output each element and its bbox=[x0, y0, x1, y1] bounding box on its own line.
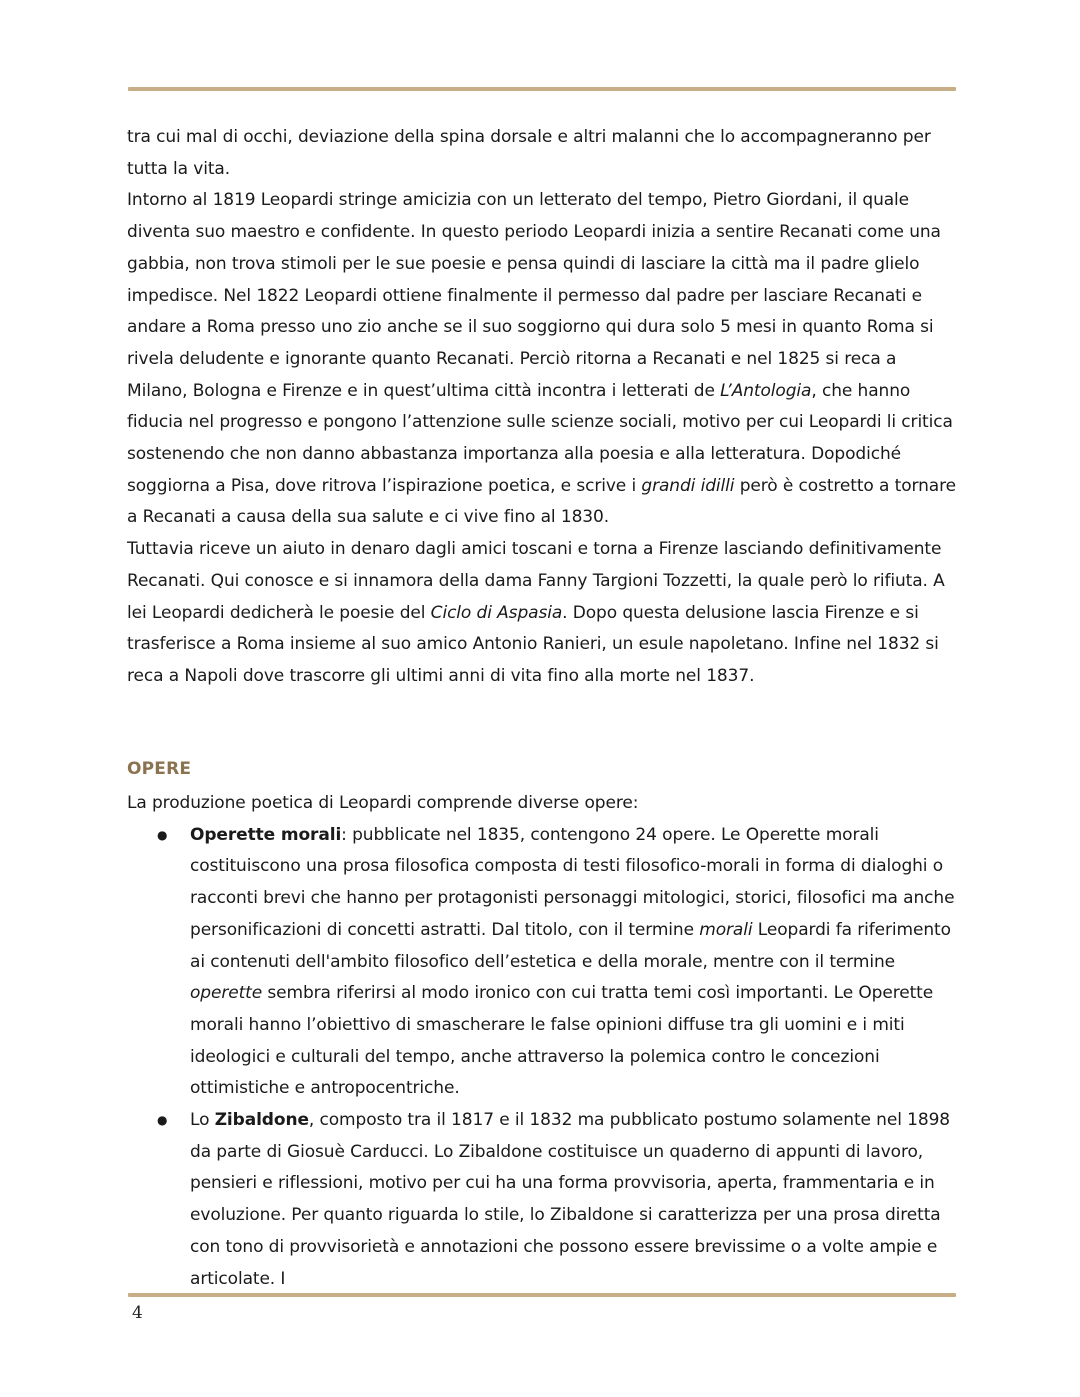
text-run: Tuttavia riceve un aiuto in denaro dagli amici toscani e torna a Firenze lasciando definitivamente Recanati. Qui conosce e si innamora della dama Fanny Targioni Tozzetti, la quale però lo rifiuta. A lei Leopardi dedicherà le poesie del bbox=[127, 539, 945, 623]
text-run: , composto tra il 1817 e il 1832 ma pubblicato postumo solamente nel 1898 da parte di Giosuè Carducci. Lo Zibaldone costituisce un quaderno di appunti di lavoro, pensieri e riflessioni, motivo per cui ha una forma provvisoria, aperta, frammentaria e in evoluzione. Per quanto riguarda lo stile, lo Zibaldone si caratterizza per una prosa diretta con tono di provvisorietà e annotazioni che possono essere brevissime o a volte ampie e articolate. I bbox=[190, 1110, 951, 1289]
bold-term: Zibaldone bbox=[214, 1110, 309, 1131]
paragraph bbox=[127, 185, 959, 534]
text-run: però è costretto a tornare a Recanati a causa della sua salute e ci vive fino al 1830. bbox=[127, 475, 956, 528]
italic-title-antologia: L’Antologia bbox=[720, 380, 812, 401]
text-run: tra cui mal di occhi, deviazione della spina dorsale e altri malanni che lo accompagneranno per tutta la vita. bbox=[127, 127, 931, 179]
italic-ciclo-di-aspasia: Ciclo di Aspasia bbox=[430, 602, 563, 623]
list-item-operette-morali bbox=[127, 820, 959, 1105]
italic-term: operette bbox=[190, 983, 263, 1004]
text-run: , che hanno fiducia nel progresso e pongono l’attenzione sulle scienze sociali, motivo per cui Leopardi li critica sostenendo che non danno abbastanza importanza alla poesia e alla letteratura. Dopodiché soggiorna a Pisa, dove ritrova l’ispirazione poetica, e scrive i bbox=[127, 380, 953, 496]
footer-rule bbox=[128, 1293, 956, 1297]
paragraph bbox=[127, 534, 959, 693]
section-heading: OPERE bbox=[127, 759, 192, 779]
text-run: Intorno al 1819 Leopardi stringe amicizia con un letterato del tempo, Pietro Giordani, il quale diventa suo maestro e confidente. In questo periodo Leopardi inizia a sentire Recanati come una gabbia, non trova stimoli per le sue poesie e pensa quindi di lasciare la città ma il padre glielo impedisce. Nel 1822 Leopardi ottiene finalmente il permesso dal padre per lasciare Recanati e andare a Roma presso uno zio anche se il suo soggiorno qui dura solo 5 mesi in quanto Roma si rivela deludente e ignorante quanto Recanati. Perciò ritorna a Recanati e nel 1825 si reca a Milano, Bologna e Firenze e in quest’ultima città incontra i letterati de bbox=[127, 190, 941, 401]
italic-term: morali bbox=[699, 919, 753, 940]
text-run: : pubblicate nel 1835, contengono 24 opere. Le Operette morali costituiscono una prosa filosofica composta di testi filosofico-morali in forma di dialoghi o racconti brevi che hanno per protagonisti personaggi mitologici, storici, filosofici ma anche personificazioni di concetti astratti. Dal titolo, con il termine bbox=[190, 824, 955, 940]
header-rule bbox=[128, 87, 956, 91]
text-run: . Dopo questa delusione lascia Firenze e si trasferisce a Roma insieme al suo amico Antonio Ranieri, un esule napoletano. Infine nel 1832 si reca a Napoli dove trascorre gli ultimi anni di vita fino alla morte nel 1837. bbox=[127, 602, 939, 686]
list-item-zibaldone bbox=[127, 1105, 959, 1295]
bold-term: Operette morali bbox=[190, 824, 342, 845]
text-run: sembra riferirsi al modo ironico con cui tratta temi così importanti. Le Operette morali hanno l’obiettivo di smascherare le false opinioni diffuse tra gli uomini e i miti ideologici e culturali del tempo, anche attraverso la polemica contro le concezioni ottimistiche e antropocentriche. bbox=[190, 983, 934, 1099]
paragraph bbox=[127, 122, 959, 185]
text-run: Leopardi fa riferimento ai contenuti dell'ambito filosofico dell’estetica e della morale, mentre con il termine bbox=[190, 919, 951, 972]
italic-grandi-idilli: grandi idilli bbox=[641, 475, 735, 496]
section-intro: La produzione poetica di Leopardi comprende diverse opere: bbox=[127, 793, 639, 813]
opere-section bbox=[127, 788, 959, 1295]
text-run: Lo bbox=[190, 1110, 215, 1131]
works-list bbox=[127, 820, 959, 1296]
biography-text bbox=[127, 122, 959, 693]
page-number: 4 bbox=[132, 1303, 143, 1323]
